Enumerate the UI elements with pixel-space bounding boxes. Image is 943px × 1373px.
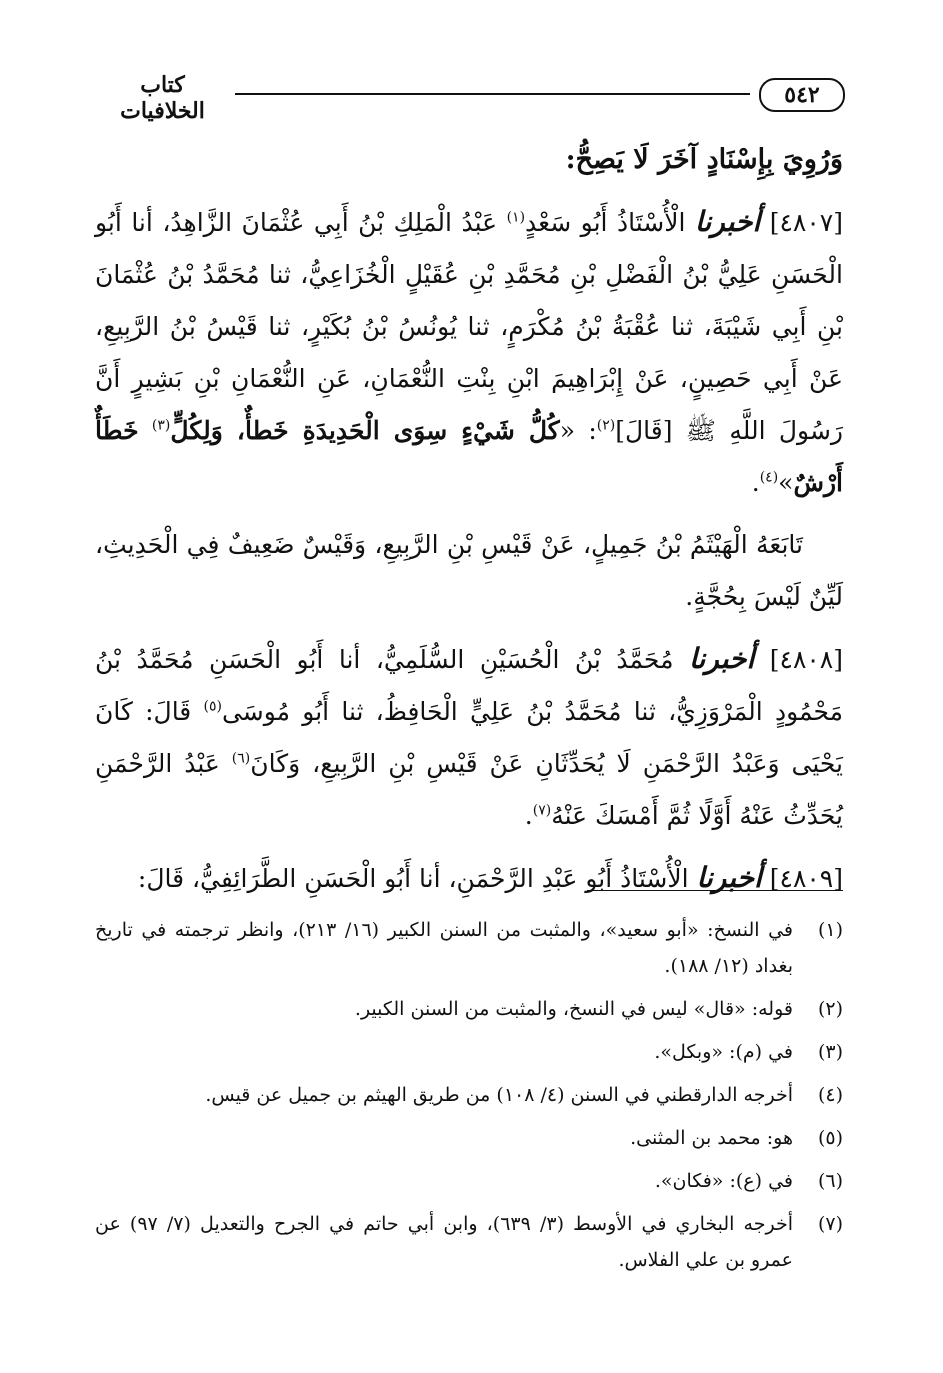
hadith-4809 — [95, 852, 843, 905]
footnote-text: أخرجه الدارقطني في السنن (٤/ ١٠٨) من طريق الهيثم بن جميل عن قيس. — [205, 1084, 793, 1106]
footnote-text: قوله: «قال» ليس في النسخ، والمثبت من السنن الكبير. — [354, 998, 793, 1020]
chain-text: عَبْدُ الْمَلِكِ بْنُ أَبِي عُثْمَانَ الزَّاهِدُ، أنا أَبُو الْحَسَنِ عَلِيُّ بْنُ الْفَضْلِ بْنِ مُحَمَّدِ بْنِ عُقَيْلٍ الْخُزَاعِيُّ، ثنا مُحَمَّدُ بْنُ عُثْمَانَ بْنِ أَبِي شَيْبَةَ، ثنا عُقْبَةُ بْنُ مُكْرَمٍ، ثنا يُونُسُ بْنُ بُكَيْرٍ، ثنا قَيْسُ بْنُ الرَّبِيعِ، عَنْ أَبِي حَصِينٍ، عَنْ إِبْرَاهِيمَ ابْنِ بِنْتِ النُّعْمَانِ، عَنِ النُّعْمَانِ بْنِ بَشِيرٍ أَنَّ رَسُولَ اللَّهِ ﷺ [قَالَ] — [95, 208, 843, 445]
hadith-text: كُلُّ شَيْءٍ سِوَى الْحَدِيدَةِ خَطأٌ، وَلِكُلٍّ — [170, 416, 560, 445]
quote-close: » — [778, 468, 794, 497]
chain-text: الْأُسْتَاذُ أَبُو عَبْدِ الرَّحْمَنِ، أنا أَبُو الْحَسَنِ الطَّرَائِفِيُّ، قَالَ: — [137, 864, 689, 893]
footnote-ref[interactable]: (٢) — [596, 417, 616, 434]
chain-text: عَبْدُ الرَّحْمَنِ يُحَدِّثُ عَنْهُ أَوَّلًا ثُمَّ أَمْسَكَ عَنْهُ — [95, 749, 843, 830]
header-rule — [235, 93, 750, 95]
period: . — [751, 468, 760, 497]
period: . — [524, 801, 533, 830]
hadith-4808 — [95, 633, 843, 842]
footnote-ref[interactable]: (٧) — [532, 802, 552, 819]
page-number-badge — [759, 78, 845, 112]
chain-text: الْأُسْتَاذُ أَبُو سَعْدٍ — [525, 208, 686, 237]
footnote-text: في (م): «وبكل». — [654, 1041, 793, 1063]
footnote-item — [95, 1034, 843, 1070]
footnote-ref[interactable]: (١) — [506, 209, 526, 226]
footnote-number: (٤) — [817, 1084, 843, 1106]
akhbarana-label: أخبرنا — [688, 642, 755, 675]
akhbarana-label: أخبرنا — [694, 205, 761, 238]
footnote-ref[interactable]: (٤) — [759, 469, 779, 486]
footnote-ref[interactable]: (٣) — [151, 417, 171, 434]
footnote-number: (١) — [817, 919, 843, 941]
hadith-number: [٤٨٠٩] — [769, 864, 843, 893]
footnote-text: في (ع): «فكان». — [654, 1170, 793, 1192]
running-header — [95, 66, 845, 122]
footnote-separator — [587, 890, 843, 891]
footnote-item — [95, 1120, 843, 1156]
chain-text: مُحَمَّدُ بْنُ الْحُسَيْنِ السُّلَمِيُّ، أنا أَبُو الْحَسَنِ مُحَمَّدُ بْنُ مَحْمُودٍ الْمَرْوَزِيُّ، ثنا مُحَمَّدُ بْنُ عَلِيٍّ الْحَافِظُ، ثنا أَبُو مُوسَى — [95, 645, 843, 726]
hadith-number: [٤٨٠٨] — [769, 645, 843, 674]
footnote-item — [95, 1163, 843, 1199]
footnote-number: (٦) — [817, 1170, 843, 1192]
quote-open: : « — [559, 416, 597, 445]
footnote-item — [95, 912, 843, 984]
footnote-item — [95, 1077, 843, 1113]
footnotes — [95, 912, 843, 1285]
footnote-text: في النسخ: «أبو سعيد»، والمثبت من السنن الكبير (١٦/ ٢١٣)، وانظر ترجمته في تاريخ بغداد (١٢/ ١٨٨). — [95, 919, 793, 977]
footnote-number: (٢) — [817, 998, 843, 1020]
narration-intro: وَرُوِيَ بِإِسْنَادٍ آخَرَ لَا يَصِحُّ: — [565, 144, 843, 175]
hadith-text: خَطَأٌ أَرْشٌ — [95, 416, 843, 497]
hadith-number: [٤٨٠٧] — [769, 208, 843, 237]
book-title: كتاب الخلافيات — [120, 72, 205, 124]
chain-text: قَالَ: كَانَ يَحْيَى وَعَبْدُ الرَّحْمَنِ لَا يُحَدِّثَانِ عَنْ قَيْسِ بْنِ الرَّبِيعِ، وَكَانَ — [95, 697, 843, 778]
footnote-item — [95, 991, 843, 1027]
footnote-ref[interactable]: (٦) — [231, 750, 251, 767]
hadith-4807 — [95, 196, 843, 509]
akhbarana-label: أخبرنا — [696, 861, 762, 894]
main-text — [95, 134, 843, 915]
footnote-number: (٣) — [817, 1041, 843, 1063]
footnote-number: (٥) — [817, 1127, 843, 1149]
footnote-number: (٧) — [817, 1213, 843, 1235]
footnote-item — [95, 1206, 843, 1278]
page-number: ٥٤٢ — [784, 82, 820, 108]
footnote-ref[interactable]: (٥) — [203, 698, 222, 715]
footnote-text: أخرجه البخاري في الأوسط (٣/ ٦٣٩)، وابن أبي حاتم في الجرح والتعديل (٧/ ٩٧) عن عمرو بن علي الفلاس. — [95, 1213, 793, 1271]
commentary-paragraph: تَابَعَهُ الْهَيْثَمُ بْنُ جَمِيلٍ، عَنْ قَيْسِ بْنِ الرَّبِيعِ، وَقَيْسٌ ضَعِيفٌ فِي الْحَدِيثِ، لَيِّنٌ لَيْسَ بِحُجَّةٍ. — [95, 530, 843, 611]
footnote-text: هو: محمد بن المثنى. — [630, 1127, 793, 1149]
